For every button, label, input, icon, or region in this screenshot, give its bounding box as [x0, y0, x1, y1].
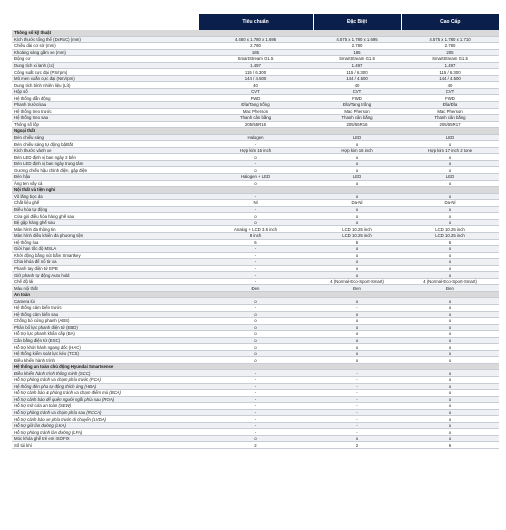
row-label: Hệ thống treo sau [12, 115, 198, 122]
row-value: o [401, 409, 499, 416]
row-label: Bệ gập hàng ghế sau [12, 219, 198, 226]
row-label: Điều khiển hành trình thông minh (SCC) [12, 370, 198, 377]
row-value: o [401, 331, 499, 338]
row-value: 2.780 [198, 43, 313, 50]
row-label: Chống bó cứng phanh (ABS) [12, 318, 198, 325]
row-label: Hệ thống cảm biến sau [12, 311, 198, 318]
row-value: o [313, 318, 401, 325]
row-label: Phanh tay điện tử EPB [12, 265, 198, 272]
row-label: Hệ thống treo trước [12, 108, 198, 115]
row-label: Dung tích xi lanh (cc) [12, 62, 198, 69]
row-value: o [313, 259, 401, 266]
row-value: o [313, 324, 401, 331]
row-value: o [401, 272, 499, 279]
table-header-row [12, 14, 499, 30]
row-value: - [198, 193, 313, 200]
row-value: 144 / 4.500 [198, 75, 313, 82]
row-label: Hỗ trợ cảnh báo & phòng tránh va chạm điểm mù (BCA) [12, 390, 198, 397]
row-value: o [401, 265, 499, 272]
row-value: o [313, 337, 401, 344]
row-value: o [401, 390, 499, 397]
row-value: 6 [313, 239, 401, 246]
row-value: o [401, 213, 499, 220]
row-label: Khoảng sáng gầm xe (mm) [12, 49, 198, 56]
specification-table [12, 14, 499, 449]
row-value: - [198, 278, 313, 285]
row-value: - [198, 383, 313, 390]
row-value: o [313, 298, 401, 305]
row-value: o [198, 298, 313, 305]
row-value: - [198, 259, 313, 266]
row-value: FWD [313, 95, 401, 102]
row-value: - [313, 422, 401, 429]
row-value: o [313, 219, 401, 226]
row-value: - [198, 370, 313, 377]
row-value: Analog + LCD 3.5 inch [198, 226, 313, 233]
row-value: - [198, 252, 313, 259]
row-value: o [401, 337, 499, 344]
row-value: 205 [401, 49, 499, 56]
row-value: 1.497 [313, 62, 401, 69]
row-label: Giữ phanh tự động Auto hold [12, 272, 198, 279]
row-value: o [401, 141, 499, 148]
row-value: 6 [198, 239, 313, 246]
row-label: Hỗ trợ mở cửa an toàn (SEW) [12, 403, 198, 410]
row-value: o [313, 435, 401, 442]
row-value: LED [401, 174, 499, 181]
column-header-dac-biet: Đặc Biệt [313, 14, 401, 30]
column-header-tieu-chuan: Tiêu chuẩn [198, 14, 313, 30]
header-spacer [12, 14, 154, 30]
row-label: Cửa gió điều hòa hàng ghế sau [12, 213, 198, 220]
row-value: - [313, 304, 401, 311]
row-value: Da-Nỉ [313, 200, 401, 207]
row-value: 205/55R16 [313, 121, 401, 128]
row-value: o [313, 154, 401, 161]
row-label: Thông số lốp [12, 121, 198, 128]
table-row [12, 442, 499, 449]
row-value: o [401, 318, 499, 325]
row-value: - [198, 160, 313, 167]
row-label: Gương chiếu hậu chỉnh điện, gập điện [12, 167, 198, 174]
row-value: - [313, 429, 401, 436]
row-value: o [401, 304, 499, 311]
row-value: Thanh cân bằng [313, 115, 401, 122]
row-value: Đĩa/Tang trống [198, 102, 313, 109]
row-value: - [198, 416, 313, 423]
row-value: o [401, 429, 499, 436]
row-value: o [401, 311, 499, 318]
row-value: CVT [401, 88, 499, 95]
row-label: Phanh trước/sau [12, 102, 198, 109]
row-value: o [198, 154, 313, 161]
row-value: o [401, 383, 499, 390]
row-value: - [313, 416, 401, 423]
row-label: Hỗ trợ phòng tránh làn đường (LFA) [12, 429, 198, 436]
row-value: Mac Pherson [313, 108, 401, 115]
row-value: - [313, 396, 401, 403]
row-value: 4.575 x 1.780 x 1.710 [401, 36, 499, 43]
row-value: - [198, 403, 313, 410]
row-value: o [313, 350, 401, 357]
row-value: o [401, 370, 499, 377]
row-value: o [401, 422, 499, 429]
row-value: - [198, 409, 313, 416]
row-value: - [198, 390, 313, 397]
row-value: o [198, 311, 313, 318]
row-label: Hỗ trợ khởi hành ngang dốc (HAC) [12, 344, 198, 351]
row-value: LCD 10.25 inch [401, 232, 499, 239]
row-label: Ăng ten vây cá [12, 180, 198, 187]
row-value: o [401, 219, 499, 226]
row-value: o [313, 193, 401, 200]
row-value: o [401, 154, 499, 161]
row-value: - [313, 390, 401, 397]
row-label: Hệ thống loa [12, 239, 198, 246]
row-value: Hợp kim 16 inch [198, 147, 313, 154]
row-value: Halogen [198, 134, 313, 141]
row-value: o [401, 193, 499, 200]
row-value: - [198, 206, 313, 213]
row-value: o [401, 252, 499, 259]
row-value: 2 [198, 442, 313, 449]
row-label: Đèn LED định vị ban ngày 2 bên [12, 154, 198, 161]
row-label: Hỗ trợ lực phanh khẩn cấp (BA) [12, 331, 198, 338]
row-value: FWD [198, 95, 313, 102]
row-value: o [198, 344, 313, 351]
row-value: 144 / 4.500 [313, 75, 401, 82]
row-value: SmartStream G1.5 [313, 56, 401, 63]
row-value: o [313, 252, 401, 259]
row-label: Công suất cực đại (PS/rpm) [12, 69, 198, 76]
row-value: 6 [401, 239, 499, 246]
row-value: 40 [401, 82, 499, 89]
row-label: Màn hình điều khiển đa phương tiện [12, 232, 198, 239]
row-label: Đèn chiếu sáng [12, 134, 198, 141]
row-value: Thanh cân bằng [401, 115, 499, 122]
row-value: o [198, 337, 313, 344]
row-value: o [198, 180, 313, 187]
row-value: 4.460 x 1.780 x 1.695 [198, 36, 313, 43]
row-value: 4 (Normal-Eco-Sport-Smart) [401, 278, 499, 285]
row-value: LED [313, 134, 401, 141]
row-value: FWD [401, 95, 499, 102]
row-value: o [313, 344, 401, 351]
row-value: CVT [313, 88, 401, 95]
row-value: 205/55R16 [198, 121, 313, 128]
row-label: Ngoại thất [12, 128, 198, 135]
row-value: o [198, 350, 313, 357]
row-value: 115 / 6.300 [313, 69, 401, 76]
row-value: o [401, 324, 499, 331]
row-label: Chất liệu ghế [12, 200, 198, 207]
row-label: Kích thước tổng thể (DxRxC) (mm) [12, 36, 198, 43]
row-value: o [401, 344, 499, 351]
row-value: Da-Nỉ [401, 200, 499, 207]
row-value: o [401, 259, 499, 266]
row-value: 205/55R17 [401, 121, 499, 128]
row-value: LCD 10.25 inch [313, 232, 401, 239]
row-label: Dung tích bình nhiên liệu (Lít) [12, 82, 198, 89]
row-value: - [198, 141, 313, 148]
row-label: Hệ thống dẫn động [12, 95, 198, 102]
row-value: o [313, 265, 401, 272]
row-value: o [313, 180, 401, 187]
row-value: 6 [401, 442, 499, 449]
row-value: o [401, 396, 499, 403]
row-label: Hỗ trợ giữ làn đường (LKA) [12, 422, 198, 429]
row-value: - [198, 265, 313, 272]
row-value: LED [401, 134, 499, 141]
row-value: Đen [313, 285, 401, 292]
row-value: o [401, 416, 499, 423]
row-value: - [313, 403, 401, 410]
row-value: 40 [313, 82, 401, 89]
row-label: Nội thất và tiện nghi [12, 187, 198, 194]
row-value: 2 [313, 442, 401, 449]
row-value: o [198, 324, 313, 331]
row-value: o [313, 167, 401, 174]
row-value: o [198, 435, 313, 442]
row-value: - [313, 370, 401, 377]
row-value: Hợp kim 16 inch [313, 147, 401, 154]
row-value: 4 (Normal-Eco-Sport-Smart) [313, 278, 401, 285]
row-value: Đĩa/Tang trống [313, 102, 401, 109]
row-label: Màn hình đa thông tin [12, 226, 198, 233]
row-value: o [401, 206, 499, 213]
row-value: o [313, 246, 401, 253]
row-value: SmartStream G1.5 [198, 56, 313, 63]
row-value: 144 / 4.500 [401, 75, 499, 82]
row-value: o [313, 357, 401, 364]
row-value: - [198, 272, 313, 279]
row-value: Mac Pherson [198, 108, 313, 115]
row-value: - [198, 422, 313, 429]
row-value: o [401, 298, 499, 305]
row-value: - [198, 376, 313, 383]
row-value: o [401, 376, 499, 383]
table-body [12, 30, 499, 449]
row-value: LED [313, 174, 401, 181]
row-value: 1.497 [401, 62, 499, 69]
row-label: Hỗ trợ cảnh báo để quên người ngồi phía sau (ROA) [12, 396, 198, 403]
row-value: o [313, 272, 401, 279]
row-label: Kích thước vành xe [12, 147, 198, 154]
row-label: Hệ thống cảm biến trước [12, 304, 198, 311]
row-value: o [198, 167, 313, 174]
row-value: o [198, 318, 313, 325]
row-value: 2.780 [401, 43, 499, 50]
row-label: Đèn hậu [12, 174, 198, 181]
row-value: - [313, 376, 401, 383]
row-value: - [198, 429, 313, 436]
row-value: o [313, 213, 401, 220]
row-value: o [198, 219, 313, 226]
row-value: Thanh cân bằng [198, 115, 313, 122]
row-label: Mô men xoắn cực đại (Nm/rpm) [12, 75, 198, 82]
row-value: o [198, 331, 313, 338]
row-value: 115 / 6.300 [198, 69, 313, 76]
row-label: Đèn LED định vị ban ngày trung tâm [12, 160, 198, 167]
row-value: 1.497 [198, 62, 313, 69]
row-label: Giới hạn tốc độ MSLA [12, 246, 198, 253]
row-value: Nỉ [198, 200, 313, 207]
row-label: Điều hòa tự động [12, 206, 198, 213]
row-value: Mac Pherson [401, 108, 499, 115]
row-value: Hợp kim 17 inch 2 tone [401, 147, 499, 154]
row-value: LCD 10.25 inch [401, 226, 499, 233]
row-value: o [401, 180, 499, 187]
row-label: Số túi khí [12, 442, 198, 449]
row-value: Đen [401, 285, 499, 292]
column-header-cao-cap: Cao Cấp [401, 14, 499, 30]
row-label: Động cơ [12, 56, 198, 63]
row-label: Chìa khóa để nổ từ xa [12, 259, 198, 266]
row-label: An toàn [12, 291, 198, 298]
row-value: o [313, 160, 401, 167]
row-value: o [401, 350, 499, 357]
row-value: - [313, 383, 401, 390]
row-label: Móc khóa ghế trẻ em ISOFIX [12, 435, 198, 442]
row-label: Cân bằng điện tử (ESC) [12, 337, 198, 344]
row-value: o [401, 357, 499, 364]
row-value: o [313, 311, 401, 318]
row-value: Đĩa/Đĩa [401, 102, 499, 109]
row-label: Thông số kỹ thuật [12, 30, 198, 36]
row-label: Màu nội thất [12, 285, 198, 292]
row-label: Điều khiển hành trình [12, 357, 198, 364]
row-value: o [401, 160, 499, 167]
row-label: Phân bổ lực phanh điện tử (EBD) [12, 324, 198, 331]
row-label: Hệ thống an toàn chủ động Hyundai Smartsense [12, 363, 198, 370]
row-value: o [313, 331, 401, 338]
row-value: 2.780 [313, 43, 401, 50]
row-value: o [401, 167, 499, 174]
row-label: Chế độ lái [12, 278, 198, 285]
row-value: SmartStream G1.5 [401, 56, 499, 63]
row-value: - [313, 409, 401, 416]
row-label: Camera lùi [12, 298, 198, 305]
row-value: CVT [198, 88, 313, 95]
row-label: Khởi động bằng nút bấm Smartkey [12, 252, 198, 259]
row-label: Hỗ trợ cảnh báo xe phía trước di chuyển (LVDA) [12, 416, 198, 423]
row-value: o [401, 435, 499, 442]
row-value: Halogen + LED [198, 174, 313, 181]
row-value: o [401, 403, 499, 410]
row-value: o [401, 246, 499, 253]
header-spacer [154, 14, 198, 30]
row-value: 40 [198, 82, 313, 89]
row-label: Hệ thống kiểm soát lực kéo (TCS) [12, 350, 198, 357]
row-label: Hỗ trợ phòng tránh va chạm phía sau (RCCA) [12, 409, 198, 416]
row-value: o [313, 206, 401, 213]
row-value: 115 / 6.300 [401, 69, 499, 76]
row-label: Hệ thống đèn pha tự động thích ứng (HBA) [12, 383, 198, 390]
row-label: Vô lăng bọc da [12, 193, 198, 200]
row-value: - [198, 304, 313, 311]
row-label: Hỗ trợ phòng tránh va chạm phía trước (FCA) [12, 376, 198, 383]
row-value: Đen [198, 285, 313, 292]
row-label: Hộp số [12, 88, 198, 95]
row-label: Đèn chiếu sáng tự động bật/tắt [12, 141, 198, 148]
row-value: o [198, 213, 313, 220]
row-value: 185 [198, 49, 313, 56]
row-value: - [198, 396, 313, 403]
row-value: - [198, 246, 313, 253]
row-value: 4.575 x 1.780 x 1.695 [313, 36, 401, 43]
row-value: LCD 10.25 inch [313, 226, 401, 233]
row-value: o [313, 141, 401, 148]
row-label: Chiều dài cơ sở (mm) [12, 43, 198, 50]
row-value: 8 inch [198, 232, 313, 239]
row-value: 185 [313, 49, 401, 56]
row-value: o [198, 357, 313, 364]
